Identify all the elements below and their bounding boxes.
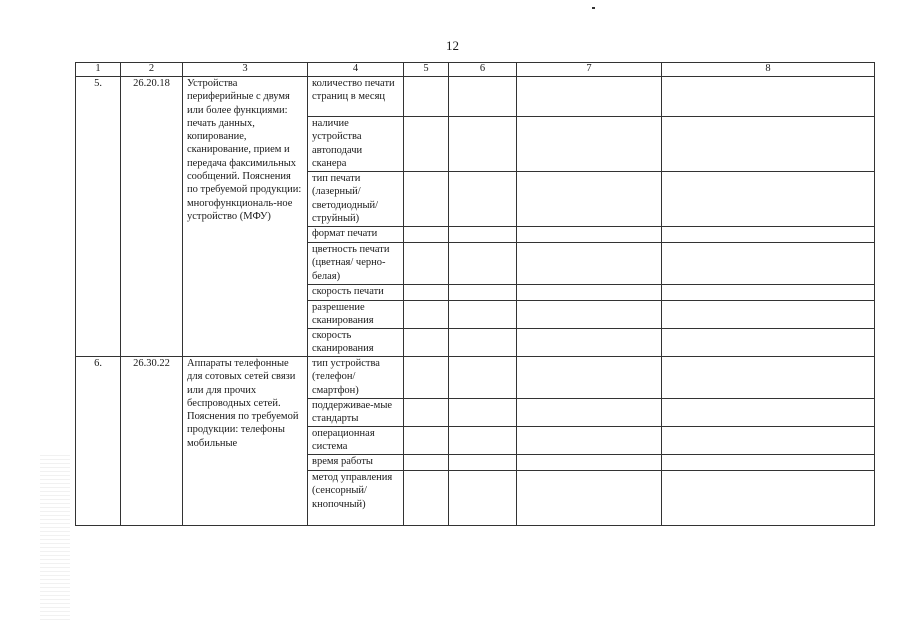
empty-cell: [404, 172, 449, 227]
empty-cell: [662, 329, 875, 357]
empty-cell: [449, 117, 517, 172]
characteristic-cell: наличие устройства автоподачи сканера: [308, 117, 404, 172]
empty-cell: [517, 77, 662, 117]
characteristic-cell: операционная система: [308, 427, 404, 455]
empty-cell: [404, 117, 449, 172]
scan-artifact: [40, 455, 70, 620]
empty-cell: [404, 329, 449, 357]
characteristic-cell: тип устройства (телефон/ смартфон): [308, 357, 404, 399]
empty-cell: [517, 227, 662, 243]
empty-cell: [517, 399, 662, 427]
empty-cell: [662, 427, 875, 455]
column-header: 1: [76, 63, 121, 77]
empty-cell: [662, 455, 875, 471]
empty-cell: [662, 243, 875, 285]
empty-cell: [404, 243, 449, 285]
empty-cell: [404, 77, 449, 117]
empty-cell: [449, 329, 517, 357]
empty-cell: [517, 301, 662, 329]
empty-cell: [517, 117, 662, 172]
empty-cell: [517, 285, 662, 301]
empty-cell: [404, 455, 449, 471]
empty-cell: [662, 471, 875, 526]
header-row: [76, 63, 875, 77]
page-number: 12: [446, 38, 459, 53]
empty-cell: [662, 117, 875, 172]
row-number: 6.: [76, 357, 121, 526]
empty-cell: [404, 399, 449, 427]
empty-cell: [404, 285, 449, 301]
empty-cell: [662, 301, 875, 329]
column-header: 4: [308, 63, 404, 77]
empty-cell: [517, 471, 662, 526]
characteristic-cell: цветность печати (цветная/ черно-белая): [308, 243, 404, 285]
column-header: 7: [517, 63, 662, 77]
empty-cell: [404, 301, 449, 329]
characteristic-cell: время работы: [308, 455, 404, 471]
empty-cell: [662, 77, 875, 117]
characteristic-cell: метод управления (сенсорный/ кнопочный): [308, 471, 404, 526]
product-description: Аппараты телефонные для сотовых сетей связи или для прочих беспроводных сетей. Пояснения по требуемой продукции: телефоны мобильные: [183, 357, 308, 526]
empty-cell: [404, 427, 449, 455]
table-row: [76, 357, 875, 399]
characteristic-cell: скорость печати: [308, 285, 404, 301]
characteristic-cell: формат печати: [308, 227, 404, 243]
column-header: 3: [183, 63, 308, 77]
empty-cell: [404, 227, 449, 243]
empty-cell: [449, 77, 517, 117]
empty-cell: [449, 427, 517, 455]
characteristic-cell: количество печати страниц в месяц: [308, 77, 404, 117]
empty-cell: [449, 399, 517, 427]
product-description: Устройства периферийные с двумя или более функциями: печать данных, копирование, сканирование, прием и передача факсимильных сообщений. Пояснения по требуемой продукции: многофункциональ-ное устройство (МФУ): [183, 77, 308, 357]
empty-cell: [449, 301, 517, 329]
empty-cell: [517, 172, 662, 227]
empty-cell: [517, 357, 662, 399]
scan-speck: [592, 7, 595, 9]
empty-cell: [517, 427, 662, 455]
characteristic-cell: скорость сканирования: [308, 329, 404, 357]
empty-cell: [449, 471, 517, 526]
empty-cell: [517, 455, 662, 471]
empty-cell: [449, 227, 517, 243]
column-header: 2: [121, 63, 183, 77]
row-number: 5.: [76, 77, 121, 357]
empty-cell: [404, 357, 449, 399]
empty-cell: [404, 471, 449, 526]
empty-cell: [517, 329, 662, 357]
empty-cell: [449, 243, 517, 285]
empty-cell: [662, 227, 875, 243]
characteristic-cell: поддерживае-мые стандарты: [308, 399, 404, 427]
okpd-code: 26.20.18: [121, 77, 183, 357]
empty-cell: [517, 243, 662, 285]
empty-cell: [662, 357, 875, 399]
empty-cell: [662, 399, 875, 427]
empty-cell: [662, 172, 875, 227]
column-header: 8: [662, 63, 875, 77]
table-row: [76, 77, 875, 117]
empty-cell: [449, 357, 517, 399]
characteristics-table: [75, 62, 875, 526]
empty-cell: [449, 285, 517, 301]
empty-cell: [662, 285, 875, 301]
okpd-code: 26.30.22: [121, 357, 183, 526]
empty-cell: [449, 455, 517, 471]
column-header: 6: [449, 63, 517, 77]
characteristic-cell: разрешение сканирования: [308, 301, 404, 329]
characteristic-cell: тип печати (лазерный/ светодиодный/ струйный): [308, 172, 404, 227]
column-header: 5: [404, 63, 449, 77]
empty-cell: [449, 172, 517, 227]
